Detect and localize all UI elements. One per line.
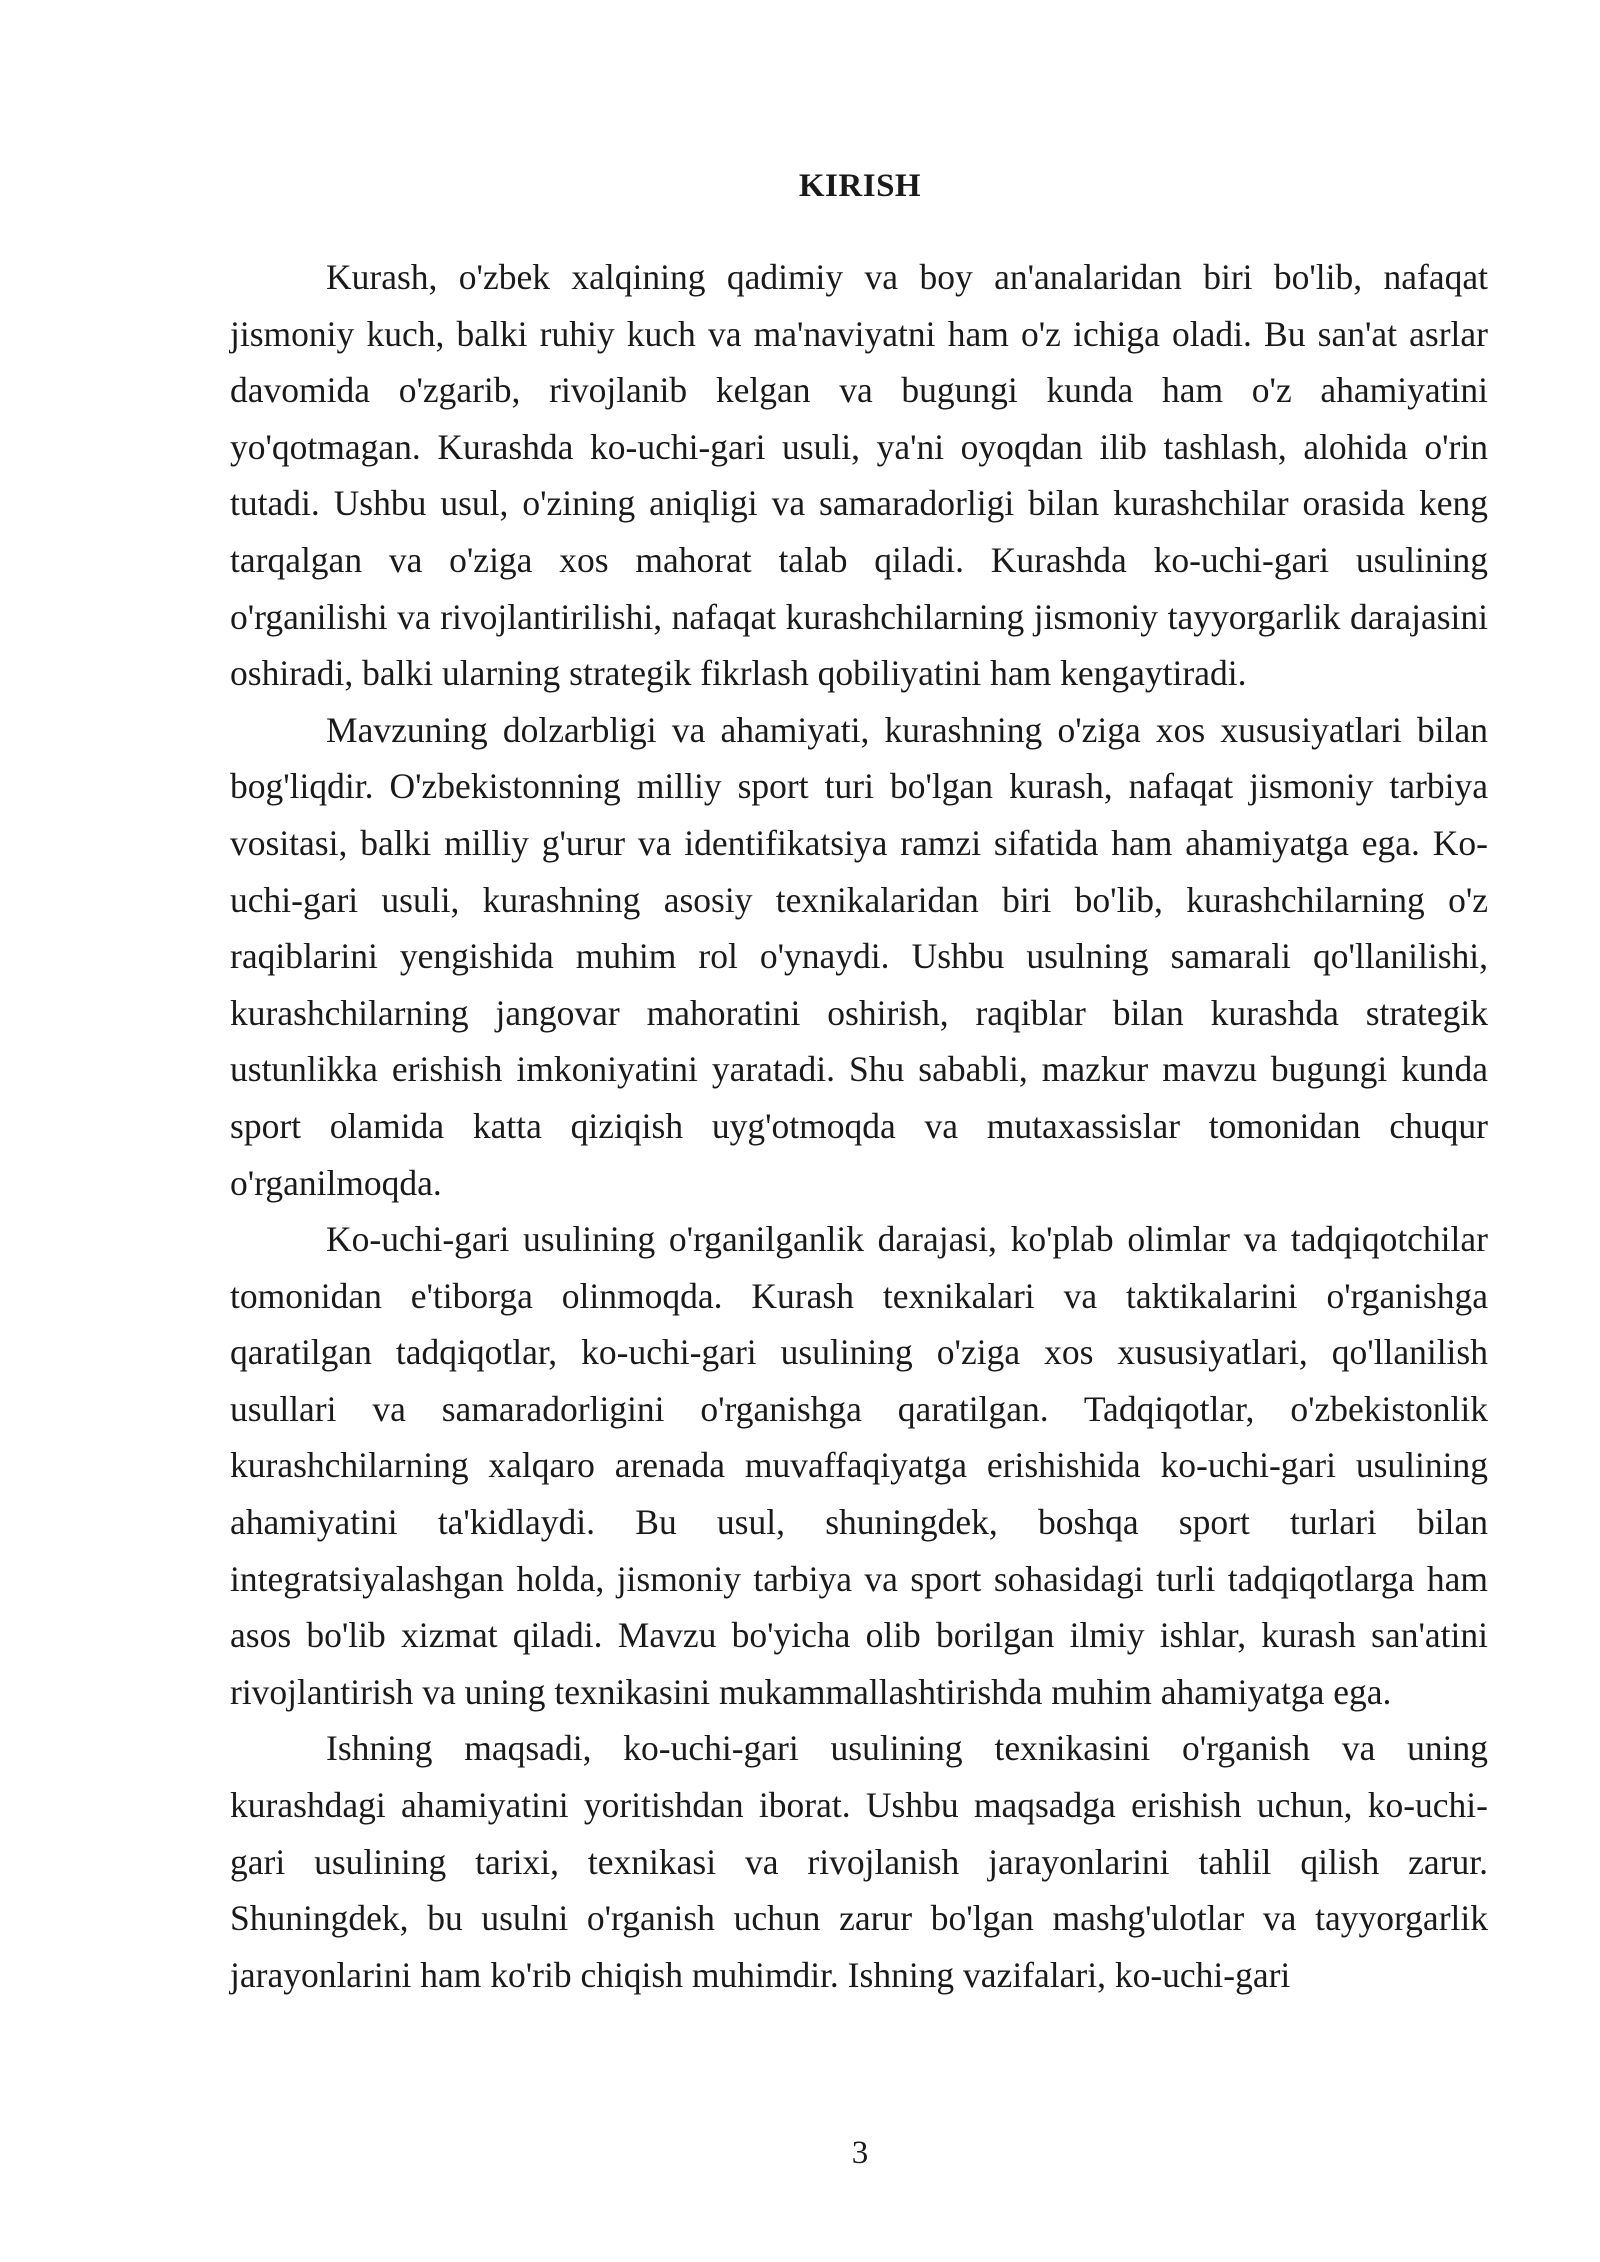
paragraph-2: Mavzuning dolzarbligi va ahamiyati, kurashning o'ziga xos xususiyatlari bilan bog'liqdir. O'zbekistonning milliy sport turi bo'lgan kurash, nafaqat jismoniy tarbiya vositasi, balki milliy g'urur va identifikatsiya ramzi sifatida ham ahamiyatga ega. Ko-uchi-gari usuli, kurashning asosiy texnikalaridan biri bo'lib, kurashchilarning o'z raqiblarini yengishida muhim rol o'ynaydi. Ushbu usulning samarali qo'llanilishi, kurashchilarning jangovar mahoratini oshirish, raqiblar bilan kurashda strategik ustunlikka erishish imkoniyatini yaratadi. Shu sababli, mazkur mavzu bugungi kunda sport olamida katta qiziqish uyg'otmoqda va mutaxassislar tomonidan chuqur o'rganilmoqda. (230, 709, 1488, 1203)
paragraph-3: Ko-uchi-gari usulining o'rganilganlik darajasi, ko'plab olimlar va tadqiqotchilar tomonidan e'tiborga olinmoqda. Kurash texnikalari va taktikalarini o'rganishga qaratilgan tadqiqotlar, ko-uchi-gari usulining o'ziga xos xususiyatlari, qo'llanilish usullari va samaradorligini o'rganishga qaratilgan. Tadqiqotlar, o'zbekistonlik kurashchilarning xalqaro arenada muvaffaqiyatga erishishida ko-uchi-gari usulining ahamiyatini ta'kidlaydi. Bu usul, shuningdek, boshqa sport turlari bilan integratsiyalashgan holda, jismoniy tarbiya va sport sohasidagi turli tadqiqotlarga ham asos bo'lib xizmat qiladi. Mavzu bo'yicha olib borilgan ilmiy ishlar, kurash san'atini rivojlantirish va uning texnikasini mukammallashtirishda muhim ahamiyatga ega. (230, 1219, 1488, 1712)
paragraph-1: Kurash, o'zbek xalqining qadimiy va boy an'analaridan biri bo'lib, nafaqat jismoniy kuch, balki ruhiy kuch va ma'naviyatni ham o'z ichiga oladi. Bu san'at asrlar davomida o'zgarib, rivojlanib kelgan va bugungi kunda ham o'z ahamiyatini yo'qotmagan. Kurashda ko-uchi-gari usuli, ya'ni oyoqdan ilib tashlash, alohida o'rin tutadi. Ushbu usul, o'zining aniqligi va samaradorligi bilan kurashchilar orasida keng tarqalgan va o'ziga xos mahorat talab qiladi. Kurashda ko-uchi-gari usulining o'rganilishi va rivojlantirilishi, nafaqat kurashchilarning jismoniy tayyorgarlik darajasini oshiradi, balki ularning strategik fikrlash qobiliyatini ham kengaytiradi. (230, 257, 1488, 694)
page-title: KIRISH (798, 168, 922, 204)
paragraph-4: Ishning maqsadi, ko-uchi-gari usulining texnikasini o'rganish va uning kurashdagi ahamiyatini yoritishdan iborat. Ushbu maqsadga erishish uchun, ko-uchi-gari usulining tarixi, texnikasi va rivojlanish jarayonlarini tahlil qilish zarur. Shuningdek, bu usulni o'rganish uchun zarur bo'lgan mashg'ulotlar va tayyorgarlik jarayonlarini ham ko'rib chiqish muhimdir. Ishning vazifalari, ko-uchi-gari (230, 1728, 1488, 1995)
body-text (230, 249, 1488, 2003)
page-number: 3 (851, 2135, 869, 2171)
